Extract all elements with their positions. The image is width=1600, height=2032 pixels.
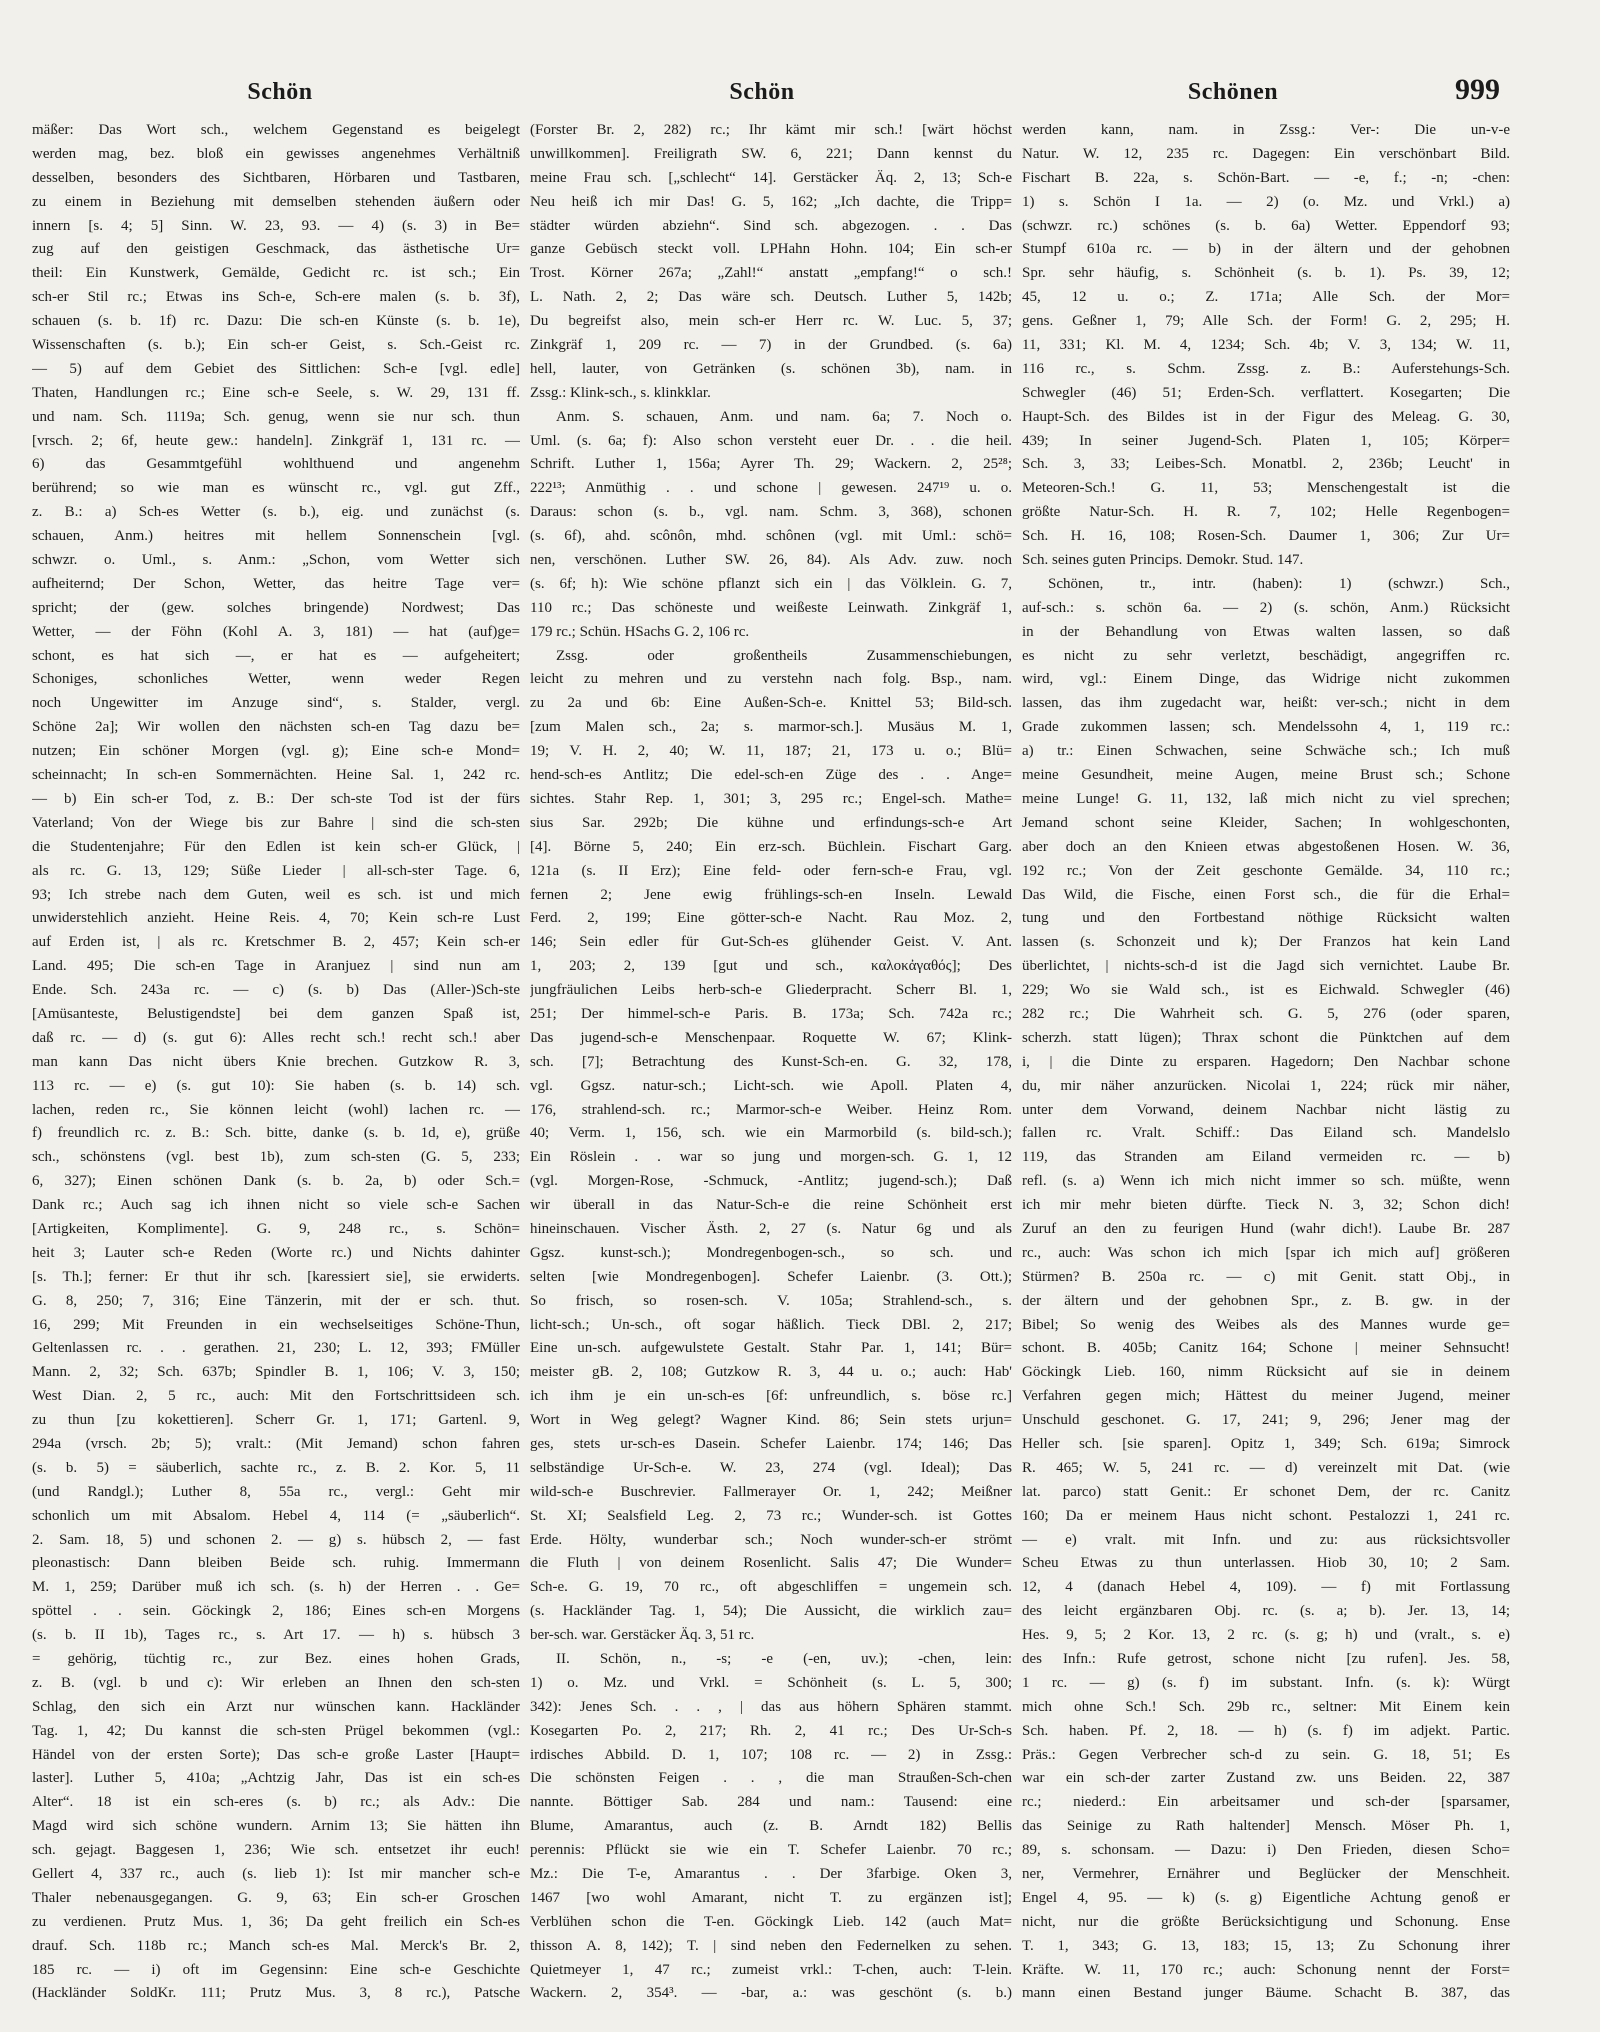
text-line: Verblühen schon die T-en. Göckingk Lieb. 142 (auch Mat= xyxy=(530,1913,1012,1930)
text-line: 1467 [wo wohl Amarant, nicht T. zu ergänzen ist]; xyxy=(530,1889,1012,1906)
text-line: 6, 327); Einen schönen Dank (s. b. 2a, b) oder Sch.= xyxy=(32,1173,520,1190)
text-line: sch. gejagt. Baggesen 1, 236; Wie sch. entsetzet ihr euch! xyxy=(32,1842,520,1859)
text-line: Wackern. 2, 354³. — -bar, a.: was geschönt (s. b.) xyxy=(530,1985,1012,2002)
text-line: Neu heiß ich mir Das! G. 5, 162; „Ich dachte, die Tripp= xyxy=(530,193,1012,210)
text-line: Tag. 1, 42; Du kannst die sch-sten Prügel bekommen (vgl.: xyxy=(32,1722,520,1739)
text-line: 6) das Gesammtgefühl wohlthuend und angenehm xyxy=(32,456,520,473)
text-line: Uml. (s. 6a; f): Also schon versteht euer Dr. . . die heil. xyxy=(530,432,1012,449)
text-line: ich ihm je ein un-sch-es [6f: unfreundlich, s. böse rc.] xyxy=(530,1388,1012,1405)
text-line: schont. B. 405b; Canitz 164; Schone | meiner Sehnsucht! xyxy=(1022,1340,1510,1357)
text-line: werden mag, bez. bloß ein gewisses angenehmes Verhältniß xyxy=(32,145,520,162)
text-line: war ein sch-der zarter Zustand zw. uns Beiden. 22, 387 xyxy=(1022,1770,1510,1787)
text-line: schauen (s. b. 1f) rc. Dazu: Die sch-en Künste (s. b. 1e), xyxy=(32,313,520,330)
text-line: 93; Ich strebe nach dem Guten, weil es sch. ist und mich xyxy=(32,886,520,903)
text-line: aber doch an den Knieen etwas abgestoßenen Hosen. W. 36, xyxy=(1022,838,1510,855)
text-line: z. B.: a) Sch-es Wetter (s. b.), eig. und zunächst (s. xyxy=(32,504,520,521)
text-line: 282 rc.; Die Wahrheit sch. G. 5, 276 (oder sparen, xyxy=(1022,1005,1510,1022)
text-line: [zum Malen sch., 2a; s. marmor-sch.]. Musäus M. 1, xyxy=(530,719,1012,736)
text-line: 439; In seiner Jugend-Sch. Platen 1, 105; Körper= xyxy=(1022,432,1510,449)
text-line: (s. b. II 1b), Tages rc., s. Art 17. — h) s. hübsch 3 xyxy=(32,1627,520,1644)
text-line: 19; V. H. 2, 40; W. 11, 187; 21, 173 u. o.; Blü= xyxy=(530,743,1012,760)
running-head-center: Schön xyxy=(729,79,795,105)
text-line: nen, verschönen. Luther SW. 26, 84). Als Adv. zuw. noch xyxy=(530,552,1012,569)
text-line: 146; Sein edler für Gut-Sch-es glühender Geist. V. Ant. xyxy=(530,934,1012,951)
text-line: mann einen Bestand junger Bäume. Schacht B. 387, das xyxy=(1022,1985,1510,2002)
text-line: (s. 6f; h): Wie schöne pflanzt sich ein | das Völklein. G. 7, xyxy=(530,575,1012,592)
text-line: — 5) auf dem Gebiet des Sittlichen: Sch-e [vgl. edle] xyxy=(32,360,520,377)
text-line: 2. Sam. 18, 5) und schonen 2. — g) s. hübsch 2, — fast xyxy=(32,1531,520,1548)
text-line: 45, 12 u. o.; Z. 171a; Alle Sch. der Mor= xyxy=(1022,289,1510,306)
entry-paragraph xyxy=(530,406,1012,645)
text-line: hell, lauter, von Getränken (s. schönen 3b), nam. in xyxy=(530,360,1012,377)
text-line: unwillkommen]. Freiligrath SW. 6, 221; Dann kennst du xyxy=(530,145,1012,162)
text-line: es nicht zu sehr verletzt, beschädigt, angegriffen rc. xyxy=(1022,647,1510,664)
text-line: die Studentenjahre; Für den Edlen ist kein sch-er Glück, | xyxy=(32,838,520,855)
text-line: nicht, nur die größte Berücksichtigung und Schonung. Ense xyxy=(1022,1913,1510,1930)
text-line: zu thun [zu kokettieren]. Scherr Gr. 1, 171; Gartenl. 9, xyxy=(32,1412,520,1429)
text-line: hineinschauen. Vischer Ästh. 2, 27 (s. Natur 6g und als xyxy=(530,1220,1012,1237)
text-line: auf Erden ist, | als rc. Kretschmer B. 2, 457; Kein sch-er xyxy=(32,934,520,951)
text-line: 1 rc. — g) (s. f) im substant. Infn. (s. k): Würgt xyxy=(1022,1674,1510,1691)
text-line: Stürmen? B. 250a rc. — c) mit Genit. statt Obj., in xyxy=(1022,1268,1510,1285)
text-line: irdisches Abbild. D. 1, 107; 108 rc. — 2) in Zssg.: xyxy=(530,1746,1012,1763)
text-line: 40; Verm. 1, 156, sch. wie ein Marmorbild (s. bild-sch.); xyxy=(530,1125,1012,1142)
text-line: Dank rc.; Auch sag ich ihnen nicht so viele sch-e Sachen xyxy=(32,1197,520,1214)
running-head-right: Schönen xyxy=(1187,79,1279,105)
text-line: rc.; niederd.: Ein arbeitsamer und sch-der [sparsamer, xyxy=(1022,1794,1510,1811)
text-line: des Infn.: Rufe getrost, schone nicht [zu rufen]. Jes. 58, xyxy=(1022,1651,1510,1667)
text-line: 116 rc., s. Schm. Zssg. z. B.: Auferstehungs-Sch. xyxy=(1022,360,1510,377)
text-line: jungfräulichen Leibs herb-sch-e Gliederpracht. Scherr Bl. 1, xyxy=(530,982,1012,999)
text-line: desselben, besonders des Sichtbaren, Hörbaren und Tastbaren, xyxy=(32,169,520,186)
text-line: Sch. haben. Pf. 2, 18. — h) (s. f) im adjekt. Partic. xyxy=(1022,1722,1510,1739)
text-line: So frisch, so rosen-sch. V. 105a; Strahlend-sch., s. xyxy=(530,1292,1012,1309)
text-line: schonlich um mit Absalom. Hebel 4, 114 (= „säuberlich“. xyxy=(32,1507,520,1524)
text-column-right xyxy=(1022,119,1510,2006)
text-line: 16, 299; Mit Freunden in ein wechselseitiges Schöne-Thun, xyxy=(32,1316,520,1333)
text-line: z. B. (vgl. b und c): Wir erleben an Ihnen den sch-sten xyxy=(32,1674,520,1691)
text-line: spricht; der (gew. solches bringende) Nordwest; Das xyxy=(32,599,520,616)
text-line: Sch. H. 16, 108; Rosen-Sch. Daumer 1, 306; Zur Ur= xyxy=(1022,528,1510,545)
text-line: Haupt-Sch. des Bildes ist in der Figur des Meleag. G. 30, xyxy=(1022,408,1510,425)
text-line: spöttel . . sein. Göckingk 2, 186; Eines sch-en Morgens xyxy=(32,1603,520,1620)
text-line: Göckingk Lieb. 160, nimm Rücksicht auf sie in deinem xyxy=(1022,1364,1510,1381)
text-line: man kann Das nicht übers Knie brechen. Gutzkow R. 3, xyxy=(32,1053,520,1070)
text-line: des leicht ergänzbaren Obj. rc. (s. a; b). Jer. 13, 14; xyxy=(1022,1603,1510,1620)
text-line: (s. Hackländer Tag. 1, 54); Die Aussicht, die wirklich zau= xyxy=(530,1603,1012,1620)
text-line: Sch-e. G. 19, 70 rc., oft abgeschliffen = ungemein sch. xyxy=(530,1579,1012,1596)
text-line: scherzh. statt lügen); Thrax schont die Pünktchen auf dem xyxy=(1022,1029,1510,1046)
text-line: fallen rc. Vralt. Schiff.: Das Eiland sch. Mandelslo xyxy=(1022,1125,1510,1142)
text-line: L. Nath. 2, 2; Das wäre sch. Deutsch. Luther 5, 142b; xyxy=(530,289,1012,306)
text-line: ganze Gebüsch steckt voll. LPHahn Hohn. 104; Ein sch-er xyxy=(530,241,1012,258)
text-line: ges, stets ur-sch-es Dasein. Schefer Laienbr. 174; 146; Das xyxy=(530,1435,1012,1452)
text-line: Verfahren gegen mich; Hättest du meiner Jugend, meiner xyxy=(1022,1388,1510,1405)
text-line: Schwegler (46) 51; Erden-Sch. verflattert. Kosegarten; Die xyxy=(1022,384,1510,401)
running-head-left: Schön xyxy=(247,79,313,105)
text-line: wird, vgl.: Einem Dinge, das Widrige nicht zukommen xyxy=(1022,671,1510,688)
text-line: [4]. Börne 5, 240; Ein erz-sch. Büchlein. Fischart Garg. xyxy=(530,838,1012,855)
text-line: noch Ungewitter im Anzuge sind“, s. Stalder, vergl. xyxy=(32,695,520,712)
text-line: tung und den Fortbestand nöthige Rücksicht walten xyxy=(1022,910,1510,927)
text-line: Ein Röslein . . war so jung und morgen-sch. G. 1, 12 xyxy=(530,1149,1012,1166)
text-line: Blume, Amarantus, auch (z. B. Arndt 182) Bellis xyxy=(530,1818,1012,1835)
text-line: zug auf den geistigen Geschmack, das ästhetische Ur= xyxy=(32,241,520,258)
entry-paragraph xyxy=(1022,119,1510,573)
text-line: [s. Th.]; ferner: Er thut ihr sch. [karessiert sie], sie erwiderts. xyxy=(32,1268,520,1285)
text-line: 160; Da er meinem Haus nicht schont. Pestalozzi 1, 241 rc. xyxy=(1022,1507,1510,1524)
entry-paragraph xyxy=(530,119,1012,406)
text-line: meine Frau sch. [„schlecht“ 14]. Gerstäcker Äq. 2, 13; Sch-e xyxy=(530,169,1012,186)
text-line: 294a (vrsch. 2b; 5); vralt.: (Mit Jemand) schon fahren xyxy=(32,1435,520,1452)
text-line: licht-sch.; Un-sch., oft sogar häßlich. Tieck DBl. 2, 217; xyxy=(530,1316,1012,1333)
text-line: und nam. Sch. 1119a; Sch. genug, wenn sie nur sch. thun xyxy=(32,408,520,425)
text-line: sch., schönstens (vgl. best 1b), zum sch-sten (G. 5, 233; xyxy=(32,1149,520,1166)
text-line: [Amüsanteste, Belustigendste] bei dem ganzen Spaß ist, xyxy=(32,1005,520,1022)
text-line: 1, 203; 2, 139 [gut und sch., καλοκἀγαθός]; Des xyxy=(530,958,1012,975)
text-line: Fischart B. 22a, s. Schön-Bart. — -e, f.; -n; -chen: xyxy=(1022,169,1510,186)
text-line: Alter“. 18 ist ein sch-eres (s. b) rc.; als Adv.: Die xyxy=(32,1794,520,1811)
text-line: Schrift. Luther 1, 156a; Ayrer Th. 29; Wackern. 2, 25²⁸; xyxy=(530,456,1012,473)
text-line: laster]. Luther 5, 410a; „Achtzig Jahr, Das ist ein sch-es xyxy=(32,1770,520,1787)
text-line: G. 8, 250; 7, 316; Eine Tänzerin, mit der er sch. thut. xyxy=(32,1292,520,1309)
text-line: nannte. Böttiger Sab. 284 und nam.: Tausend: eine xyxy=(530,1794,1012,1811)
text-line: aufheiternd; Der Schon, Wetter, das heitre Tage ver= xyxy=(32,575,520,592)
text-line: theil: Ein Kunstwerk, Gemälde, Gedicht rc. ist sch.; Ein xyxy=(32,265,520,282)
text-line: perennis: Pflückt sie wie ein T. Schefer Laienbr. 70 rc.; xyxy=(530,1842,1012,1859)
text-line: meine Lunge! G. 11, 132, laß mich nicht zu viel sprechen; xyxy=(1022,790,1510,807)
text-line: gens. Geßner 1, 79; Alle Sch. der Form! G. 2, 295; H. xyxy=(1022,313,1510,330)
text-line: (s. b. 5) = säuberlich, sachte rc., z. B. 2. Kor. 5, 11 xyxy=(32,1459,520,1476)
text-line: Magd wird sich schöne wundern. Arnim 13; Sie hätten ihn xyxy=(32,1818,520,1835)
text-line: (schwzr. rc.) schönes (s. b. 6a) Wetter. Eppendorf 93; xyxy=(1022,217,1510,234)
text-line: lat. parco) statt Genit.: Er schonet Dem, der rc. Canitz xyxy=(1022,1483,1510,1500)
text-line: (und Randgl.); Luther 8, 55a rc., vergl.: Geht mir xyxy=(32,1483,520,1500)
text-line: 119, das Stranden am Eiland vermeiden rc. — b) xyxy=(1022,1149,1510,1166)
text-line: du, mir näher anzurücken. Nicolai 1, 224; rück mir näher, xyxy=(1022,1077,1510,1094)
text-line: schwzr. o. Uml., s. Anm.: „Schon, vom Wetter sich xyxy=(32,552,520,569)
text-line: Daraus: schon (s. b., vgl. nam. Schm. 3, 368), schonen xyxy=(530,504,1012,521)
text-line: Scheu Etwas zu thun unterlassen. Hiob 30, 10; 2 Sam. xyxy=(1022,1555,1510,1572)
text-line: 179 rc.; Schün. HSachs G. 2, 106 rc. xyxy=(530,623,750,640)
text-line: T. 1, 343; G. 13, 183; 15, 13; Zu Schonung ihrer xyxy=(1022,1937,1510,1954)
text-line: in der Behandlung von Etwas walten lassen, so daß xyxy=(1022,623,1510,640)
text-line: 113 rc. — e) (s. gut 10): Sie haben (s. b. 14) sch. xyxy=(32,1077,520,1094)
text-line: 222¹³; Anmüthig . . und schone | gewesen. 247¹⁹ u. o. xyxy=(530,480,1012,497)
text-line: meine Gesundheit, meine Augen, meine Brust sch.; Schone xyxy=(1022,767,1510,784)
text-line: zu 2a und 6b: Eine Außen-Sch-e. Knittel 53; Bild-sch. xyxy=(530,695,1012,712)
text-line: Händel von der ersten Sorte); Das sch-e große Laster [Haupt= xyxy=(32,1746,520,1763)
text-line: lassen (s. Schonzeit und k); Der Franzos hat kein Land xyxy=(1022,934,1510,951)
text-line: f) freundlich rc. z. B.: Sch. bitte, danke (s. b. 1d, e), grüße xyxy=(32,1125,520,1142)
text-line: Wissenschaften (s. b.); Ein sch-er Geist, s. Sch.-Geist rc. xyxy=(32,337,520,354)
text-line: 251; Der himmel-sch-e Paris. B. 173a; Sch. 742a rc.; xyxy=(530,1005,1012,1022)
text-line: meister gB. 2, 108; Gutzkow R. 3, 44 u. o.; auch: Hab' xyxy=(530,1364,1012,1381)
text-line: werden kann, nam. in Zssg.: Ver-: Die un-v-e xyxy=(1022,122,1510,138)
text-line: II. Schön, n., -s; -e (-en, uv.); -chen, lein: xyxy=(556,1651,1012,1667)
text-line: 176, strahlend-sch. rc.; Marmor-sch-e Weiber. Heinz Rom. xyxy=(530,1101,1012,1118)
text-line: innern [s. 4; 5] Sinn. W. 23, 93. — 4) (s. 3) in Be= xyxy=(32,217,520,234)
text-line: selten [wie Mondregenbogen]. Schefer Laienbr. (3. Ott.); xyxy=(530,1268,1012,1285)
text-line: wild-sch-e Buschrevier. Fallmerayer Or. 1, 242; Meißner xyxy=(530,1483,1012,1500)
text-line: Gellert 4, 337 rc., auch (s. lieb 1): Ist mir mancher sch-e xyxy=(32,1866,520,1883)
text-line: 192 rc.; Von der Zeit geschonte Gemälde. 34, 110 rc.; xyxy=(1022,862,1510,879)
text-line: Erde. Hölty, wunderbar sch.; Noch wunder-sch-er strömt xyxy=(530,1531,1012,1548)
text-line: wir überall in das Natur-Sch-e die reine Schönheit erst xyxy=(530,1197,1012,1214)
text-line: (vgl. Morgen-Rose, -Schmuck, -Antlitz; jugend-sch.); Daß xyxy=(530,1173,1012,1190)
text-line: unter dem Vorwand, deinem Nachbar nicht lästig zu xyxy=(1022,1101,1510,1118)
text-line: 12, 4 (danach Hebel 4, 109). — f) mit Fortlassung xyxy=(1022,1579,1510,1596)
text-line: i, | die Dinte zu ersparen. Hagedorn; Den Nachbar schone xyxy=(1022,1053,1510,1070)
text-line: Quietmeyer 1, 47 rc.; zumeist vrkl.: T-chen, auch: T-lein. xyxy=(530,1961,1012,1978)
text-line: 11, 331; Kl. M. 4, 1234; Sch. 4b; V. 3, 134; W. 11, xyxy=(1022,337,1510,354)
text-line: (Forster Br. 2, 282) rc.; Ihr kämt mir sch.! [wärt höchst xyxy=(530,122,1012,138)
text-line: Heller sch. [sie sparen]. Opitz 1, 349; Sch. 619a; Simrock xyxy=(1022,1435,1510,1452)
text-line: heit 3; Lauter sch-e Reden (Worte rc.) und Nichts dahinter xyxy=(32,1244,520,1261)
text-line: Thaler nebenausgegangen. G. 9, 63; Ein sch-er Groschen xyxy=(32,1889,520,1906)
text-line: rc., auch: Was schon ich mich [spar ich mich auf] größeren xyxy=(1022,1244,1510,1261)
text-line: 110 rc.; Das schöneste und weißeste Leinwath. Zinkgräf 1, xyxy=(530,599,1012,616)
text-column-left xyxy=(32,119,520,2006)
text-line: 121a (s. II Erz); Eine feld- oder fern-sch-e Frau, vgl. xyxy=(530,862,1012,879)
text-line: mich ohne Sch.! Sch. 29b rc., seltner: Mit Einem kein xyxy=(1022,1698,1510,1715)
text-line: die Fluth | von deinem Rosenlicht. Salis 47; Die Wunder= xyxy=(530,1555,1012,1572)
text-line: schont, es hat sich —, er hat es — aufgeheitert; xyxy=(32,647,520,664)
text-line: Bibel; So wenig des Weibes als des Mannes wurde ge= xyxy=(1022,1316,1510,1333)
text-line: thisson A. 8, 142); T. | sind neben den Federnelken zu sehen. xyxy=(530,1937,1012,1954)
text-line: refl. (s. a) Wenn ich mich nicht immer so sch. müßte, wenn xyxy=(1022,1173,1510,1190)
text-column-middle xyxy=(530,119,1012,2006)
text-line: Kräfte. W. 11, 170 rc.; auch: Schonung nennt der Forst= xyxy=(1022,1961,1510,1978)
text-line: R. 465; W. 5, 241 rc. — d) vereinzelt mit Dat. (wie xyxy=(1022,1459,1510,1476)
text-line: daß rc. — d) (s. gut 6): Alles recht sch.! recht sch.! aber xyxy=(32,1029,520,1046)
text-line: ich mir mehr bieten dürfte. Tieck N. 3, 32; Schon dich! xyxy=(1022,1197,1510,1214)
text-line: städter würden abziehn“. Sind sch. abgezogen. . . Das xyxy=(530,217,1012,234)
text-line: Jemand schont seine Kleider, Sachen; In wohlgeschonten, xyxy=(1022,814,1510,831)
text-line: sch-er Stil rc.; Etwas ins Sch-e, Sch-ere malen (s. b. 3f), xyxy=(32,289,520,306)
text-line: hend-sch-es Antlitz; Die edel-sch-en Züge des . . Ange= xyxy=(530,767,1012,784)
text-line: Mz.: Die T-e, Amarantus . . Der 3farbige. Oken 3, xyxy=(530,1866,1012,1883)
text-line: Engel 4, 95. — k) (s. g) Eigentliche Achtung genoß er xyxy=(1022,1889,1510,1906)
text-line: sius Sar. 292b; Die kühne und erfindungs-sch-e Art xyxy=(530,814,1012,831)
text-line: 89, s. schonsam. — Dazu: i) Den Frieden, diesen Scho= xyxy=(1022,1842,1510,1859)
text-line: Eine un-sch. aufgewulstete Gestalt. Stahr Par. 1, 141; Bür= xyxy=(530,1340,1012,1357)
entry-paragraph xyxy=(32,119,520,2006)
text-line: Vaterland; Von der Wiege bis zur Bahre | sind die sch-sten xyxy=(32,814,520,831)
text-line: Wort in Weg gelegt? Wagner Kind. 86; Sein stets urjun= xyxy=(530,1412,1012,1429)
text-line: Du begreifst also, mein sch-er Herr rc. W. Luc. 5, 37; xyxy=(530,313,1012,330)
entry-paragraph xyxy=(530,645,1012,1648)
entry-paragraph xyxy=(530,1648,1012,2006)
text-line: 342): Jenes Sch. . . , | das aus höhern Sphären stammt. xyxy=(530,1698,1012,1715)
text-line: Spr. sehr häufig, s. Schönheit (s. b. 1). Ps. 39, 12; xyxy=(1022,265,1510,282)
text-line: lassen, das ihm zugedacht war, heißt: ver-sch.; nicht in dem xyxy=(1022,695,1510,712)
text-line: 1) s. Schön I 1a. — 2) (o. Mz. und Vrkl.) a) xyxy=(1022,193,1510,210)
text-line: Sch. 3, 33; Leibes-Sch. Monatbl. 2, 236b; Leucht' in xyxy=(1022,456,1510,473)
text-line: fernen 2; Jene ewig frühlings-sch-en Inseln. Lewald xyxy=(530,886,1012,903)
text-line: Ferd. 2, 199; Eine götter-sch-e Nacht. Rau Moz. 2, xyxy=(530,910,1012,927)
text-line: lachen, reden rc., Sie können leicht (wohl) lachen rc. — xyxy=(32,1101,520,1118)
text-line: Schöne 2a]; Wir wollen den nächsten sch-en Tag dazu be= xyxy=(32,719,520,736)
text-line: Das jugend-sch-e Menschenpaar. Roquette W. 67; Klink- xyxy=(530,1029,1012,1046)
text-line: Natur. W. 12, 235 rc. Dagegen: Ein verschönbart Bild. xyxy=(1022,145,1510,162)
text-line: Präs.: Gegen Verbrecher sch-d zu sein. G. 18, 51; Es xyxy=(1022,1746,1510,1763)
text-line: — b) Ein sch-er Tod, z. B.: Der sch-ste Tod ist der fürs xyxy=(32,790,520,807)
text-line: sichtes. Stahr Rep. 1, 301; 3, 295 rc.; Engel-sch. Mathe= xyxy=(530,790,1012,807)
text-line: drauf. Sch. 118b rc.; Manch sch-es Mal. Merck's Br. 2, xyxy=(32,1937,520,1954)
text-line: ber-sch. war. Gerstäcker Äq. 3, 51 rc. xyxy=(530,1627,755,1644)
text-line: 1) o. Mz. und Vrkl. = Schönheit (s. L. 5, 300; xyxy=(530,1674,1012,1691)
text-line: selbständige Ur-Sch-e. W. 23, 274 (vgl. Ideal); Das xyxy=(530,1459,1012,1476)
text-line: Sch. seines guten Princips. Demokr. Stud. 147. xyxy=(1022,552,1304,569)
text-line: [vrsch. 2; 6f, heute gew.: handeln]. Zinkgräf 1, 131 rc. — xyxy=(32,432,520,449)
text-line: 185 rc. — i) oft im Gegensinn: Eine sch-e Geschichte xyxy=(32,1961,520,1978)
text-line: Schönen, tr., intr. (haben): 1) (schwzr.) Sch., xyxy=(1048,575,1510,592)
text-line: (s. 6f), ahd. scônôn, mhd. schônen (vgl. mit Uml.: schö= xyxy=(530,528,1012,545)
text-line: scheinnacht; In sch-en Sommernächten. Heine Sal. 1, 242 rc. xyxy=(32,767,520,784)
text-line: sch. [7]; Betrachtung des Kunst-Sch-en. G. 32, 178, xyxy=(530,1053,1012,1070)
text-line: der ältern und der gehobnen Spr., z. B. gw. in der xyxy=(1022,1292,1510,1309)
text-line: (Hackländer SoldKr. 111; Prutz Mus. 3, 8 rc.), Patsche xyxy=(32,1985,520,2002)
text-line: Das Wild, die Fische, einen Forst sch., die für die Erhal= xyxy=(1022,886,1510,903)
text-line: größte Natur-Sch. H. R. 7, 102; Helle Regenbogen= xyxy=(1022,504,1510,521)
text-line: überlichtet, | nichts-sch-d ist die Jagd sich vernichtet. Laube Br. xyxy=(1022,958,1510,975)
text-line: Geltenlassen rc. . . gerathen. 21, 230; L. 12, 393; FMüller xyxy=(32,1340,520,1357)
page-number: 999 xyxy=(1455,73,1500,106)
text-line: Anm. S. schauen, Anm. und nam. 6a; 7. Noch o. xyxy=(556,408,1012,425)
text-line: mäßer: Das Wort sch., welchem Gegenstand es beigelegt xyxy=(32,122,520,138)
text-line: Ende. Sch. 243a rc. — c) (s. b) Das (Aller-)Sch-ste xyxy=(32,982,520,999)
text-line: Zssg. oder großentheils Zusammenschiebungen, xyxy=(556,647,1012,664)
text-line: Zinkgräf 1, 209 rc. — 7) in der Grundbed. (s. 6a) xyxy=(530,337,1012,354)
text-line: M. 1, 259; Darüber muß ich sch. (s. h) der Herren . . Ge= xyxy=(32,1579,520,1596)
text-line: Zuruf an den zu feurigen Hund (wahr dich!). Laube Br. 287 xyxy=(1022,1220,1510,1237)
text-line: Die schönsten Feigen . . , die man Straußen-Sch-chen xyxy=(530,1770,1012,1787)
text-line: West Dian. 2, 5 rc., auch: Mit den Fortschrittsideen sch. xyxy=(32,1388,520,1405)
text-line: pleonastisch: Dann bleiben Beide sch. ruhig. Immermann xyxy=(32,1555,520,1572)
text-line: Meteoren-Sch.! G. 11, 53; Menschengestalt ist die xyxy=(1022,480,1510,497)
text-line: nutzen; Ein schöner Morgen (vgl. g); Eine sch-e Mond= xyxy=(32,743,520,760)
text-line: 229; Wo sie Wald sch., ist es Eichwald. Schwegler (46) xyxy=(1022,982,1510,999)
text-line: Mann. 2, 32; Sch. 637b; Spindler B. 1, 106; V. 3, 150; xyxy=(32,1364,520,1381)
text-line: — e) vralt. mit Infn. und zu: aus rücksichtsvoller xyxy=(1022,1531,1510,1548)
text-line: Schlag, den sich ein Arzt nur wünschen kann. Hackländer xyxy=(32,1698,520,1715)
text-line: schauen, Anm.) heitres mit hellem Sonnenschein [vgl. xyxy=(32,528,520,545)
text-line: Land. 495; Die sch-en Tage in Aranjuez | sind nun am xyxy=(32,958,520,975)
text-line: Zssg.: Klink-sch., s. klinkklar. xyxy=(530,384,711,401)
text-line: Wetter, — der Föhn (Kohl A. 3, 181) — hat (auf)ge= xyxy=(32,623,520,640)
text-line: a) tr.: Einen Schwachen, seine Schwäche sch.; Ich muß xyxy=(1022,743,1510,760)
text-line: Unschuld geschonet. G. 17, 241; 9, 296; Jener mag der xyxy=(1022,1412,1510,1429)
text-line: [Artigkeiten, Komplimente]. G. 9, 248 rc., s. Schön= xyxy=(32,1220,520,1237)
text-line: unwiderstehlich anzieht. Heine Reis. 4, 70; Kein sch-re Lust xyxy=(32,910,520,927)
text-line: zu einem in Beziehung mit demselben stehenden äußern oder xyxy=(32,193,520,210)
text-line: Trost. Körner 267a; „Zahl!“ anstatt „empfang!“ o sch.! xyxy=(530,265,1012,282)
entry-paragraph xyxy=(1022,573,1510,2006)
text-line: Grade zukommen lassen; sch. Mendelssohn 4, 1, 119 rc.: xyxy=(1022,719,1510,736)
text-line: zu verdienen. Prutz Mus. 1, 36; Da geht freilich ein Sch-es xyxy=(32,1913,520,1930)
text-line: Schoniges, schonliches Wetter, wenn weder Regen xyxy=(32,671,520,688)
text-line: Ggsz. kunst-sch.); Mondregenbogen-sch., so sch. und xyxy=(530,1244,1012,1261)
text-line: berührend; so wie man es wünscht rc., vgl. gut Zff., xyxy=(32,480,520,497)
text-line: St. XI; Sealsfield Leg. 2, 73 rc.; Wunder-sch. ist Gottes xyxy=(530,1507,1012,1524)
text-line: Stumpf 610a rc. — b) in der ältern und der gehobnen xyxy=(1022,241,1510,258)
text-line: auf-sch.: s. schön 6a. — 2) (s. schön, Anm.) Rücksicht xyxy=(1022,599,1510,616)
text-line: Hes. 9, 5; 2 Kor. 13, 2 rc. (s. g; h) und (vralt., s. e) xyxy=(1022,1627,1510,1644)
text-line: = gehörig, tüchtig rc., zur Bez. eines hohen Grads, xyxy=(32,1651,520,1667)
text-line: ner, Vermehrer, Ernährer und Beglücker der Menschheit. xyxy=(1022,1866,1510,1883)
text-line: Kosegarten Po. 2, 217; Rh. 2, 41 rc.; Des Ur-Sch-s xyxy=(530,1722,1012,1739)
text-line: das Seinige zu Rath haltender] Mensch. Möser Ph. 1, xyxy=(1022,1818,1510,1835)
text-line: vgl. Ggsz. natur-sch.; Licht-sch. wie Apoll. Platen 4, xyxy=(530,1077,1012,1094)
text-line: Thaten, Handlungen rc.; Eine sch-e Seele, s. W. 29, 131 ff. xyxy=(32,384,520,401)
text-line: leicht zu mehren und zu verstehn nach folg. Bsp., nam. xyxy=(530,671,1012,688)
text-line: als rc. G. 13, 129; Süße Lieder | all-sch-ster Tage. 6, xyxy=(32,862,520,879)
